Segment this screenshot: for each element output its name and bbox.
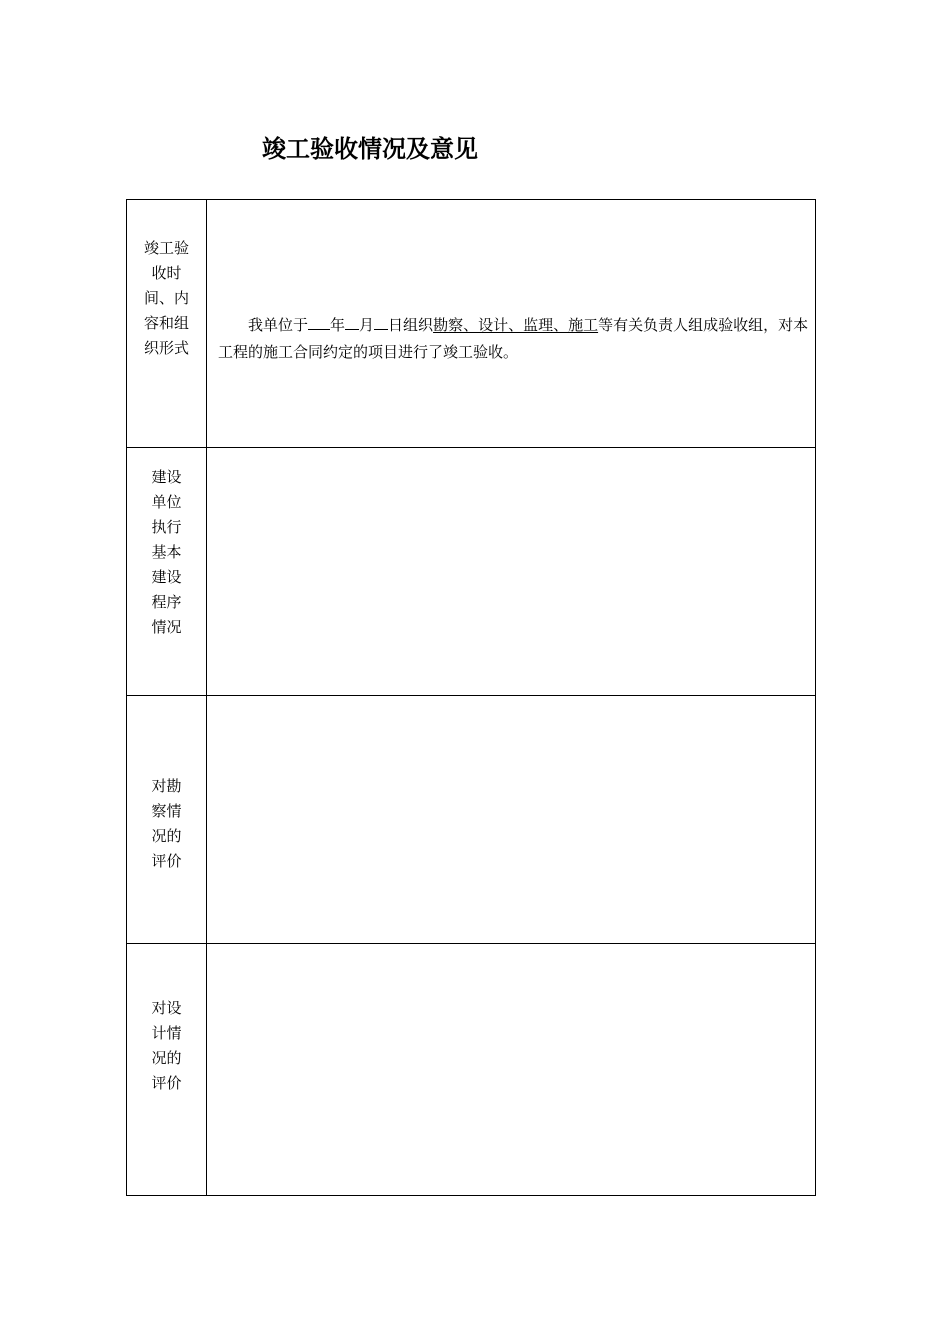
month-blank-field[interactable] (345, 314, 359, 330)
row-label: 建设单位执行基本建设程序情况 (151, 468, 182, 636)
row-label: 竣工验收时间、内容和组织形式 (143, 239, 189, 357)
row-label-cell (127, 200, 207, 447)
row-label-cell (127, 448, 207, 695)
text-part-intro: 我单位于 (248, 316, 309, 334)
page-title: 竣工验收情况及意见 (262, 134, 478, 163)
table-row-construction-procedure (127, 447, 815, 695)
row-label: 对勘察情况的评价 (151, 777, 182, 870)
table-row-survey-evaluation (127, 695, 815, 943)
participating-parties: 勘察、设计、监理、施工 (433, 316, 599, 334)
acceptance-info-text (218, 312, 814, 366)
row-label: 对设计情况的评价 (151, 999, 182, 1092)
acceptance-info-content-cell[interactable] (207, 200, 815, 447)
year-label: 年 (330, 316, 346, 334)
row-label-cell (127, 696, 207, 943)
acceptance-form-table (126, 199, 816, 1196)
construction-procedure-content-cell[interactable] (207, 448, 815, 695)
day-label: 日组织 (388, 316, 434, 334)
day-blank-field[interactable] (374, 314, 388, 330)
design-evaluation-content-cell[interactable] (207, 944, 815, 1195)
table-row-design-evaluation (127, 943, 815, 1195)
month-label: 月 (359, 316, 375, 334)
text-part-rest: 等有关负责人组成验收组，对本工程的施工合同约定的项目进行了竣工验收。 (218, 316, 809, 361)
survey-evaluation-content-cell[interactable] (207, 696, 815, 943)
row-label-cell (127, 944, 207, 1195)
year-blank-field[interactable] (308, 314, 330, 330)
table-row-acceptance-info (127, 200, 815, 447)
